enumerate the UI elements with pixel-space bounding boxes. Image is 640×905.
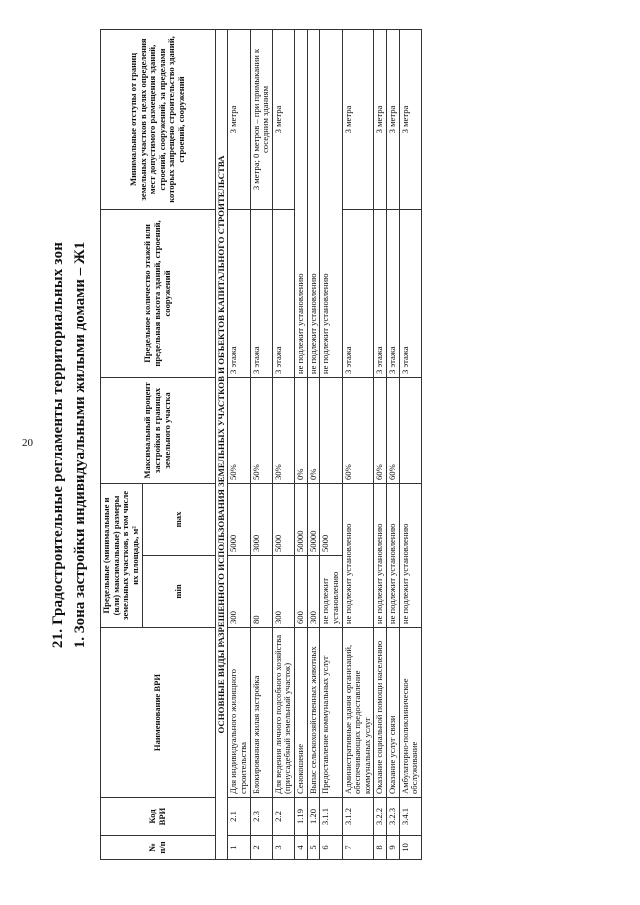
cell-n: 1 bbox=[228, 836, 250, 860]
cell-max: 5000 bbox=[320, 483, 342, 555]
cell-floors: не подлежит установлению bbox=[320, 29, 342, 377]
cell-min: 300 bbox=[272, 556, 294, 628]
cell-max: 50000 bbox=[295, 483, 308, 555]
cell-name: Блокированная жилая застройка bbox=[250, 628, 272, 798]
cell-name: Сенокошение bbox=[295, 628, 308, 798]
col-percent: Максимальный процент застройки в границах земельного участка bbox=[101, 377, 216, 483]
cell-setback: 3 метра bbox=[374, 29, 387, 209]
header-row bbox=[101, 29, 143, 859]
cell-name: Для индивидуального жилищного строительства bbox=[228, 628, 250, 798]
cell-setback: 3 метра bbox=[228, 29, 250, 209]
cell-name: Для ведения личного подсобного хозяйства (приусадебный земельный участок) bbox=[272, 628, 294, 798]
cell-pct: 50% bbox=[228, 377, 250, 483]
cell-code: 3.4.1 bbox=[399, 798, 421, 836]
cell-pct bbox=[320, 377, 342, 483]
cell-min: не подлежит установлению bbox=[342, 483, 374, 627]
table-row bbox=[295, 29, 308, 859]
col-name: Наименование ВРИ bbox=[101, 628, 216, 798]
cell-n: 3 bbox=[272, 836, 294, 860]
table-row bbox=[399, 29, 421, 859]
col-num: № п/п bbox=[101, 836, 216, 860]
cell-n: 2 bbox=[250, 836, 272, 860]
col-area: Предельные (минимальные и (или) максимальные) размеры земельных участков, в том числе их площадь, м² bbox=[101, 483, 143, 627]
cell-setback: 3 метра bbox=[342, 29, 374, 209]
cell-name: Оказание социальной помощи населению bbox=[374, 628, 387, 798]
cell-code: 3.1.1 bbox=[320, 798, 342, 836]
cell-floors: 3 этажа bbox=[228, 209, 250, 377]
cell-floors: 3 этажа bbox=[250, 209, 272, 377]
cell-min: 300 bbox=[307, 556, 320, 628]
col-setback: Минимальные отступы от границ земельных участков в целях определения мест допустимого размещения зданий, строений, сооружений, за пределами которых запрещено строительство зданий, строений, сооружений bbox=[101, 29, 216, 209]
table-row bbox=[272, 29, 294, 859]
cell-code: 3.2.3 bbox=[387, 798, 400, 836]
cell-n: 7 bbox=[342, 836, 374, 860]
cell-pct: 60% bbox=[342, 377, 374, 483]
cell-pct: 60% bbox=[374, 377, 387, 483]
cell-floors: 3 этажа bbox=[374, 209, 387, 377]
cell-setback: 3 метра bbox=[387, 29, 400, 209]
cell-min: 80 bbox=[250, 556, 272, 628]
table-row bbox=[320, 29, 342, 859]
cell-code: 1.19 bbox=[295, 798, 308, 836]
cell-code: 2.2 bbox=[272, 798, 294, 836]
cell-floors: 3 этажа bbox=[387, 209, 400, 377]
zone-subtitle: 1. Зона застройки индивидуальными жилыми домами – Ж1 bbox=[72, 241, 88, 649]
cell-floors: не подлежит установлению bbox=[295, 29, 308, 377]
cell-name: Амбулаторно-поликлиническое обслуживание bbox=[399, 628, 421, 798]
col-min: min bbox=[142, 556, 215, 628]
cell-pct: 30% bbox=[272, 377, 294, 483]
cell-pct bbox=[399, 377, 421, 483]
cell-max: 3000 bbox=[250, 483, 272, 555]
cell-floors: 3 этажа bbox=[272, 209, 294, 377]
cell-n: 10 bbox=[399, 836, 421, 860]
section-row bbox=[215, 29, 228, 859]
cell-code: 3.2.2 bbox=[374, 798, 387, 836]
cell-n: 5 bbox=[307, 836, 320, 860]
table-row bbox=[307, 29, 320, 859]
section-title: ОСНОВНЫЕ ВИДЫ РАЗРЕШЕННОГО ИСПОЛЬЗОВАНИЯ ЗЕМЕЛЬНЫХ УЧАСТКОВ И ОБЪЕКТОВ КАПИТАЛЬНОГО СТРОИТЕЛЬСТВА bbox=[215, 29, 228, 859]
cell-pct: 60% bbox=[387, 377, 400, 483]
cell-setback: 3 метра bbox=[399, 29, 421, 209]
cell-max: 5000 bbox=[228, 483, 250, 555]
cell-name: Предоставление коммунальных услуг bbox=[320, 628, 342, 798]
document-body bbox=[52, 30, 552, 860]
cell-min: 600 bbox=[295, 556, 308, 628]
regulations-table bbox=[100, 29, 422, 860]
table-row bbox=[387, 29, 400, 859]
cell-name: Выпас сельскохозяйственных животных bbox=[307, 628, 320, 798]
col-code: Код ВРИ bbox=[101, 798, 216, 836]
page-number: 20 bbox=[22, 437, 33, 449]
cell-pct: 0% bbox=[307, 377, 320, 483]
cell-code: 3.1.2 bbox=[342, 798, 374, 836]
cell-floors: не подлежит установлению bbox=[307, 29, 320, 377]
table-row bbox=[342, 29, 374, 859]
col-max: max bbox=[142, 483, 215, 555]
cell-pct: 50% bbox=[250, 377, 272, 483]
cell-name: Оказание услуг связи bbox=[387, 628, 400, 798]
cell-min: не подлежит установлению bbox=[387, 483, 400, 627]
rotated-sheet bbox=[52, 30, 552, 860]
cell-setback: 3 метра; 0 метров – при примыкании к соседним зданиям bbox=[250, 29, 272, 209]
cell-n: 6 bbox=[320, 836, 342, 860]
cell-min: не подлежит установлению bbox=[320, 556, 342, 628]
table-row bbox=[374, 29, 387, 859]
cell-n: 9 bbox=[387, 836, 400, 860]
cell-setback: 3 метра bbox=[272, 29, 294, 209]
document-title: 21. Градостроительные регламенты территориальных зон bbox=[50, 241, 66, 649]
cell-n: 8 bbox=[374, 836, 387, 860]
cell-min: не подлежит установлению bbox=[399, 483, 421, 627]
cell-min: не подлежит установлению bbox=[374, 483, 387, 627]
cell-name: Административные здания организаций, обеспечивающих предоставление коммунальных услуг bbox=[342, 628, 374, 798]
cell-n: 4 bbox=[295, 836, 308, 860]
table-row bbox=[250, 29, 272, 859]
cell-min: 300 bbox=[228, 556, 250, 628]
cell-code: 2.3 bbox=[250, 798, 272, 836]
cell-code: 2.1 bbox=[228, 798, 250, 836]
cell-max: 5000 bbox=[272, 483, 294, 555]
col-floors: Предельное количество этажей или предельная высота зданий, строений, сооружений bbox=[101, 209, 216, 377]
cell-max: 50000 bbox=[307, 483, 320, 555]
table-row bbox=[228, 29, 250, 859]
cell-floors: 3 этажа bbox=[399, 209, 421, 377]
cell-floors: 3 этажа bbox=[342, 209, 374, 377]
cell-pct: 0% bbox=[295, 377, 308, 483]
cell-code: 1.20 bbox=[307, 798, 320, 836]
